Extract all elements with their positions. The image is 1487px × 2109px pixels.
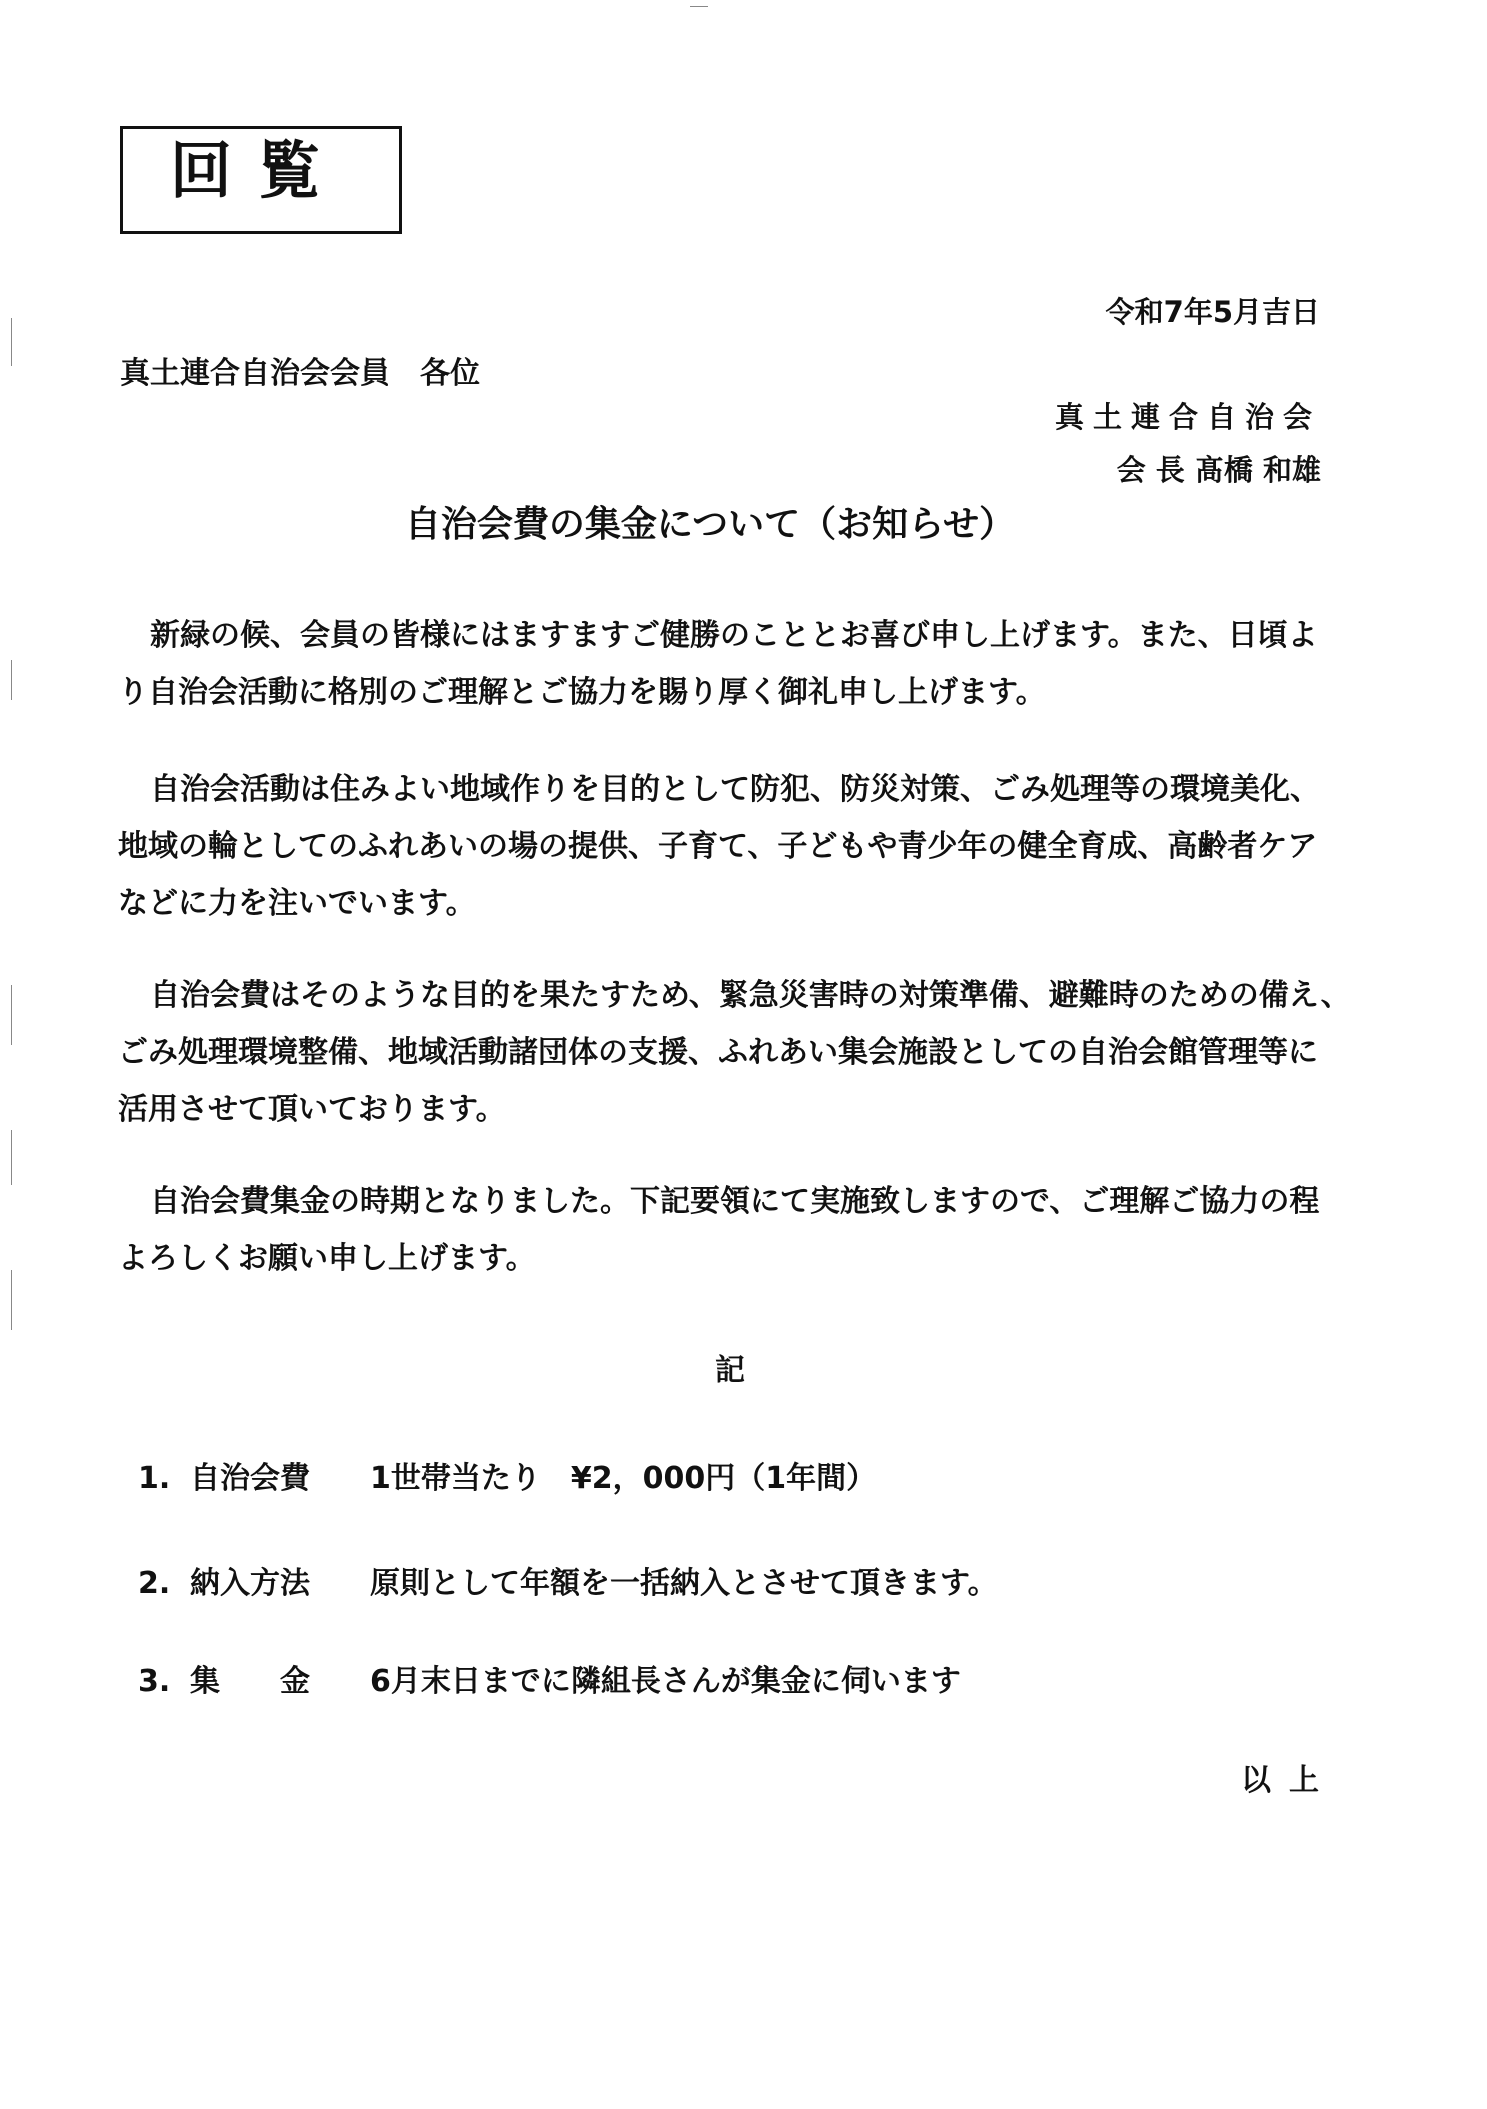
item-number: 2. — [138, 1566, 171, 1601]
paragraph-line: 自治会費集金の時期となりました。下記要領にて実施致しますので、ご理解ご協力の程 — [150, 1184, 1320, 1219]
document-title: 自治会費の集金について（お知らせ） — [404, 504, 1016, 545]
sender-name: 会 長 髙橋 和雄 — [1116, 453, 1321, 487]
scan-mark-left-3 — [11, 985, 12, 1045]
circulation-stamp-text: 回覧 — [170, 134, 347, 207]
sender-organization: 真土連合自治会 — [1054, 400, 1321, 434]
scan-mark-top — [690, 6, 708, 7]
scan-mark-left-1 — [11, 318, 12, 366]
item-value: 1世帯当たり ¥2，000円（1年間） — [370, 1461, 877, 1496]
paragraph-line: 自治会活動は住みよい地域作りを目的として防犯、防災対策、ごみ処理等の環境美化、 — [150, 772, 1320, 807]
addressee: 真土連合自治会会員 各位 — [120, 356, 480, 391]
paragraph-line: ごみ処理環境整備、地域活動諸団体の支援、ふれあい集会施設としての自治会館管理等に — [118, 1035, 1318, 1070]
paragraph-line: 地域の輪としてのふれあいの場の提供、子育て、子どもや青少年の健全育成、高齢者ケア — [118, 829, 1318, 864]
paragraph-line: 新緑の候、会員の皆様にはますますご健勝のこととお喜び申し上げます。また、日頃よ — [150, 618, 1318, 653]
list-item-payment-method — [138, 1558, 998, 1602]
paragraph-line: などに力を注いでいます。 — [118, 886, 476, 921]
paragraph-activities — [118, 761, 1348, 932]
document-date: 令和7年5月吉日 — [1105, 295, 1320, 329]
paragraph-line: よろしくお願い申し上げます。 — [118, 1241, 536, 1276]
scan-mark-left-4 — [11, 1130, 12, 1185]
paragraph-line: り自治会活動に格別のご理解とご協力を賜り厚く御礼申し上げます。 — [118, 675, 1046, 710]
list-item-collection — [138, 1656, 961, 1700]
item-number: 1. — [138, 1461, 171, 1496]
paragraph-line: 自治会費はそのような目的を果たすため、緊急災害時の対策準備、避難時のための備え、 — [150, 978, 1351, 1013]
paragraph-greeting — [118, 607, 1348, 721]
scan-mark-left-5 — [11, 1270, 12, 1330]
scan-mark-left-2 — [11, 660, 12, 700]
item-label: 納入方法 — [190, 1566, 310, 1601]
item-label: 自治会費 — [190, 1461, 310, 1496]
paragraph-fee-purpose — [118, 967, 1351, 1138]
item-value: 原則として年額を一括納入とさせて頂きます。 — [370, 1566, 998, 1601]
item-number: 3. — [138, 1664, 171, 1699]
paragraph-collection-notice — [118, 1173, 1348, 1287]
item-label: 集 金 — [190, 1664, 310, 1699]
ki-heading: 記 — [715, 1353, 745, 1388]
closing-mark: 以上 — [1241, 1763, 1337, 1798]
paragraph-line: 活用させて頂いております。 — [118, 1092, 506, 1127]
list-item-fee — [138, 1453, 876, 1497]
item-value: 6月末日までに隣組長さんが集金に伺います — [370, 1664, 961, 1699]
